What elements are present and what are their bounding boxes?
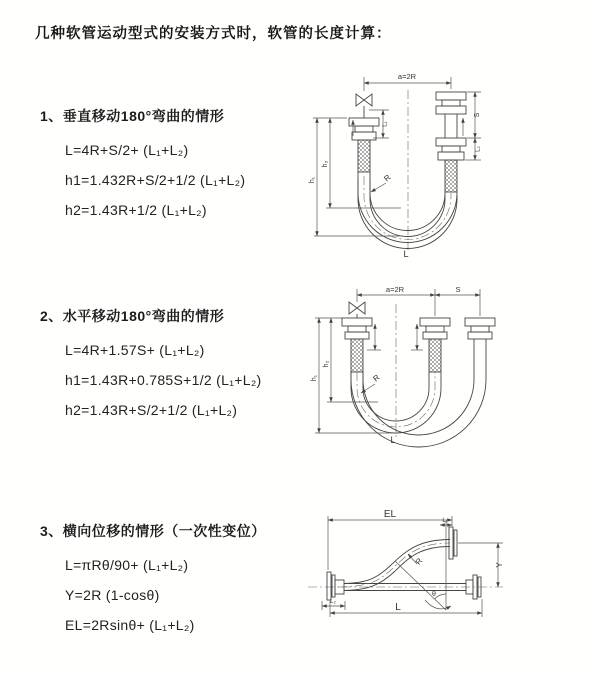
dim-label-a2r: a=2R: [397, 72, 417, 81]
dim-label-r: R: [413, 556, 425, 567]
section-3: [40, 521, 320, 640]
right-pipe-fitting: [436, 92, 466, 192]
dim-label-r: R: [371, 372, 382, 384]
dim-label-l-total: L: [403, 249, 409, 259]
hose-u-curves: [358, 172, 457, 249]
dimension-l1: [440, 518, 452, 525]
dimension-s: [435, 285, 480, 295]
section-1-heading: 1、垂直移动180°弯曲的情形: [40, 108, 225, 124]
formula-h2: h2=1.43R+S/2+1/2 (L₁+L₂): [65, 402, 238, 418]
valve-icon: [349, 302, 365, 318]
formula-l: L=4R+1.57S+ (L₁+L₂): [65, 342, 205, 358]
formula-h1: h1=1.432R+S/2+1/2 (L₁+L₂): [65, 172, 246, 188]
diagram-vertical-180-bend: [303, 60, 498, 265]
formula-el: EL=2Rsinθ+ (L₁+L₂): [65, 617, 195, 633]
dim-label-y: Y: [495, 562, 504, 568]
dim-label-h2: h₂: [322, 160, 329, 168]
formula-h1: h1=1.43R+0.785S+1/2 (L₁+L₂): [65, 372, 262, 388]
formula-l: L=4R+S/2+ (L₁+L₂): [65, 142, 189, 158]
dimension-s: [467, 92, 481, 138]
dimension-l2-fitting: [465, 138, 482, 160]
middle-pipe-fitting: [420, 318, 450, 372]
displaced-hose-s-curve: [338, 540, 450, 591]
right-pipe-fitting: [465, 318, 495, 339]
dimension-h2: [323, 318, 378, 402]
page-title: 几种软管运动型式的安装方式时，软管的长度计算：: [35, 26, 392, 42]
section-2-heading: 2、水平移动180°弯曲的情形: [40, 308, 225, 324]
left-pipe-fitting: [342, 318, 372, 372]
dimension-a2r: [364, 72, 451, 91]
diagram-horizontal-180-bend: [303, 280, 503, 460]
formula-l: L=πRθ/90+ (L₁+L₂): [65, 557, 189, 573]
dimension-el: [328, 509, 452, 570]
section-3-heading: 3、横向位移的情形（一次性变位）: [40, 523, 266, 539]
dimension-a2r: [357, 285, 480, 316]
dim-label-s: S: [474, 112, 481, 118]
radius-callout: [408, 554, 425, 566]
dim-label-h2: h₂: [323, 360, 330, 368]
dim-label-r: R: [382, 172, 393, 184]
diagram-lateral-displacement: [298, 497, 513, 652]
dim-label-l: L: [395, 602, 401, 613]
dimension-l2: [322, 599, 345, 610]
dim-label-h1: h₁: [311, 374, 318, 382]
dimension-l-total: [330, 599, 482, 617]
dim-label-l1: L₁: [442, 518, 448, 524]
dim-label-el: EL: [383, 509, 397, 520]
dimension-h1: [311, 318, 398, 433]
dim-label-l2: L₂: [330, 599, 336, 605]
top-flange: [449, 527, 457, 559]
valve-icon: [356, 94, 372, 118]
dim-label-h1: h₁: [309, 176, 316, 184]
formula-h2: h2=1.43R+1/2 (L₁+L₂): [65, 202, 207, 218]
formula-y: Y=2R (1-cosθ): [65, 587, 160, 603]
radius-callout: [371, 173, 393, 192]
section-2: [40, 306, 320, 425]
dim-label-a2r: a=2R: [385, 285, 405, 294]
dim-label-l-total: L: [390, 435, 396, 445]
left-flange: [327, 572, 344, 600]
fitting-length-dims: [367, 324, 423, 350]
angle-construction: [395, 521, 451, 610]
hose-u-curves: [351, 339, 486, 447]
dim-label-theta: θ: [432, 591, 436, 598]
section-1: [40, 106, 320, 225]
dim-label-l1: L₁: [382, 121, 389, 127]
left-pipe-fitting: [349, 118, 379, 172]
dim-label-l2: L₂: [475, 146, 482, 152]
dim-label-s: S: [455, 285, 461, 294]
